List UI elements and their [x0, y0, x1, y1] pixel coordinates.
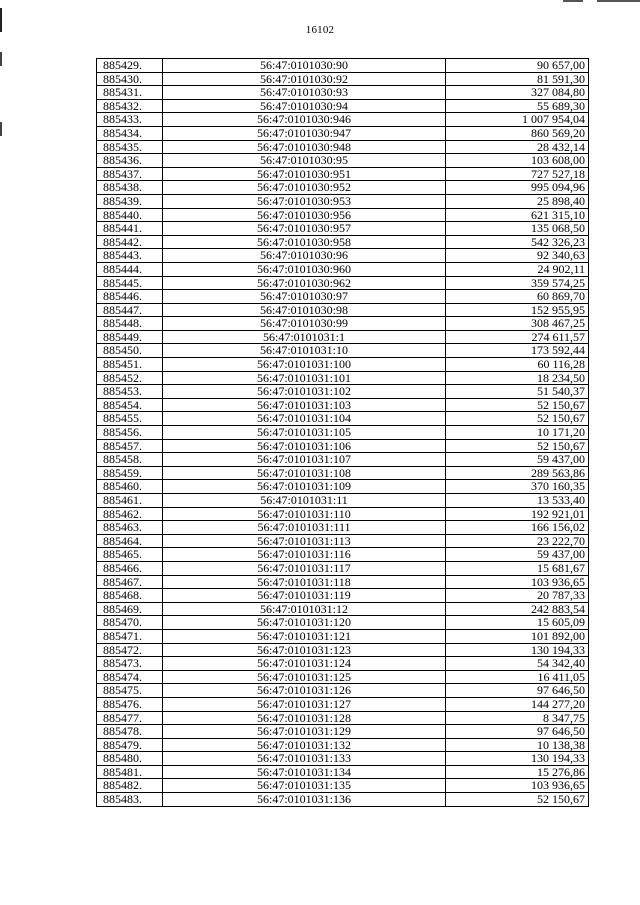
row-number-cell: 885434.	[97, 126, 163, 140]
cadastral-number-cell: 56:47:0101030:948	[163, 140, 446, 154]
cadastral-value-cell: 13 533,40	[446, 494, 589, 508]
cadastral-value-cell: 542 326,23	[446, 235, 589, 249]
scan-edge-mark	[597, 0, 640, 2]
table-row	[97, 548, 589, 562]
cadastral-number-cell: 56:47:0101031:102	[163, 385, 446, 399]
cadastral-number-cell: 56:47:0101030:97	[163, 290, 446, 304]
cadastral-number-cell: 56:47:0101030:92	[163, 72, 446, 86]
cadastral-value-cell: 55 689,30	[446, 99, 589, 113]
row-number-cell: 885458.	[97, 453, 163, 467]
cadastral-number-cell: 56:47:0101030:94	[163, 99, 446, 113]
cadastral-value-cell: 860 569,20	[446, 126, 589, 140]
row-number-cell: 885459.	[97, 466, 163, 480]
table-row	[97, 126, 589, 140]
cadastral-number-cell: 56:47:0101031:129	[163, 725, 446, 739]
cadastral-number-cell: 56:47:0101030:90	[163, 59, 446, 73]
cadastral-value-cell: 995 094,96	[446, 181, 589, 195]
row-number-cell: 885455.	[97, 412, 163, 426]
table-row	[97, 711, 589, 725]
cadastral-value-cell: 130 194,33	[446, 643, 589, 657]
table-row	[97, 657, 589, 671]
table-row	[97, 194, 589, 208]
table-row	[97, 738, 589, 752]
table-row	[97, 140, 589, 154]
cadastral-number-cell: 56:47:0101030:99	[163, 317, 446, 331]
cadastral-number-cell: 56:47:0101031:134	[163, 765, 446, 779]
cadastral-number-cell: 56:47:0101031:1	[163, 330, 446, 344]
row-number-cell: 885472.	[97, 643, 163, 657]
cadastral-number-cell: 56:47:0101031:125	[163, 670, 446, 684]
row-number-cell: 885462.	[97, 507, 163, 521]
row-number-cell: 885446.	[97, 290, 163, 304]
cadastral-value-cell: 1 007 954,04	[446, 113, 589, 127]
table-row	[97, 59, 589, 73]
cadastral-number-cell: 56:47:0101031:120	[163, 616, 446, 630]
cadastral-number-cell: 56:47:0101031:110	[163, 507, 446, 521]
row-number-cell: 885465.	[97, 548, 163, 562]
row-number-cell: 885478.	[97, 725, 163, 739]
table-row	[97, 534, 589, 548]
cadastral-value-cell: 135 068,50	[446, 222, 589, 236]
cadastral-value-cell: 60 869,70	[446, 290, 589, 304]
cadastral-number-cell: 56:47:0101031:11	[163, 494, 446, 508]
row-number-cell: 885473.	[97, 657, 163, 671]
row-number-cell: 885451.	[97, 358, 163, 372]
cadastral-number-cell: 56:47:0101030:960	[163, 262, 446, 276]
table-row	[97, 616, 589, 630]
row-number-cell: 885437.	[97, 167, 163, 181]
table-row	[97, 575, 589, 589]
cadastral-number-cell: 56:47:0101030:93	[163, 86, 446, 100]
table-row	[97, 480, 589, 494]
cadastral-number-cell: 56:47:0101030:98	[163, 303, 446, 317]
cadastral-value-cell: 60 116,28	[446, 358, 589, 372]
row-number-cell: 885461.	[97, 494, 163, 508]
table-row	[97, 752, 589, 766]
cadastral-number-cell: 56:47:0101031:126	[163, 684, 446, 698]
cadastral-number-cell: 56:47:0101031:124	[163, 657, 446, 671]
cadastral-number-cell: 56:47:0101031:105	[163, 426, 446, 440]
row-number-cell: 885439.	[97, 194, 163, 208]
cadastral-value-cell: 370 160,35	[446, 480, 589, 494]
row-number-cell: 885442.	[97, 235, 163, 249]
table-row	[97, 453, 589, 467]
table-row	[97, 330, 589, 344]
cadastral-value-cell: 28 432,14	[446, 140, 589, 154]
cadastral-value-cell: 81 591,30	[446, 72, 589, 86]
row-number-cell: 885435.	[97, 140, 163, 154]
cadastral-value-cell: 15 276,86	[446, 765, 589, 779]
row-number-cell: 885470.	[97, 616, 163, 630]
cadastral-number-cell: 56:47:0101031:118	[163, 575, 446, 589]
cadastral-value-table	[96, 58, 589, 807]
table-row	[97, 725, 589, 739]
table-row	[97, 398, 589, 412]
row-number-cell: 885443.	[97, 249, 163, 263]
table-row	[97, 561, 589, 575]
scan-edge-mark	[0, 122, 2, 136]
table-row	[97, 793, 589, 807]
row-number-cell: 885476.	[97, 697, 163, 711]
cadastral-number-cell: 56:47:0101031:111	[163, 521, 446, 535]
table-row	[97, 385, 589, 399]
row-number-cell: 885448.	[97, 317, 163, 331]
table-row	[97, 629, 589, 643]
cadastral-number-cell: 56:47:0101031:121	[163, 629, 446, 643]
cadastral-value-cell: 25 898,40	[446, 194, 589, 208]
row-number-cell: 885483.	[97, 793, 163, 807]
row-number-cell: 885438.	[97, 181, 163, 195]
table-row	[97, 521, 589, 535]
table-row	[97, 262, 589, 276]
table-row	[97, 181, 589, 195]
cadastral-number-cell: 56:47:0101030:951	[163, 167, 446, 181]
page-number: 16102	[305, 24, 335, 36]
row-number-cell: 885468.	[97, 589, 163, 603]
cadastral-number-cell: 56:47:0101031:128	[163, 711, 446, 725]
table-row	[97, 276, 589, 290]
row-number-cell: 885429.	[97, 59, 163, 73]
cadastral-value-cell: 173 592,44	[446, 344, 589, 358]
cadastral-number-cell: 56:47:0101030:956	[163, 208, 446, 222]
cadastral-value-cell: 52 150,67	[446, 412, 589, 426]
table-row	[97, 99, 589, 113]
table-row	[97, 684, 589, 698]
cadastral-value-cell: 10 138,38	[446, 738, 589, 752]
cadastral-number-cell: 56:47:0101030:957	[163, 222, 446, 236]
row-number-cell: 885477.	[97, 711, 163, 725]
cadastral-value-cell: 308 467,25	[446, 317, 589, 331]
cadastral-number-cell: 56:47:0101031:116	[163, 548, 446, 562]
row-number-cell: 885447.	[97, 303, 163, 317]
cadastral-value-cell: 10 171,20	[446, 426, 589, 440]
row-number-cell: 885475.	[97, 684, 163, 698]
row-number-cell: 885452.	[97, 371, 163, 385]
row-number-cell: 885441.	[97, 222, 163, 236]
table-row	[97, 589, 589, 603]
cadastral-number-cell: 56:47:0101031:106	[163, 439, 446, 453]
table-row	[97, 412, 589, 426]
cadastral-number-cell: 56:47:0101031:107	[163, 453, 446, 467]
cadastral-value-cell: 52 150,67	[446, 398, 589, 412]
table-row	[97, 154, 589, 168]
table-row	[97, 494, 589, 508]
table-row	[97, 670, 589, 684]
row-number-cell: 885445.	[97, 276, 163, 290]
cadastral-number-cell: 56:47:0101030:946	[163, 113, 446, 127]
row-number-cell: 885453.	[97, 385, 163, 399]
cadastral-value-cell: 97 646,50	[446, 725, 589, 739]
cadastral-number-cell: 56:47:0101031:135	[163, 779, 446, 793]
table-row	[97, 290, 589, 304]
cadastral-value-cell: 97 646,50	[446, 684, 589, 698]
row-number-cell: 885432.	[97, 99, 163, 113]
table-row	[97, 303, 589, 317]
row-number-cell: 885481.	[97, 765, 163, 779]
cadastral-value-cell: 23 222,70	[446, 534, 589, 548]
cadastral-value-cell: 621 315,10	[446, 208, 589, 222]
row-number-cell: 885450.	[97, 344, 163, 358]
cadastral-value-cell: 727 527,18	[446, 167, 589, 181]
table-row	[97, 779, 589, 793]
cadastral-value-cell: 18 234,50	[446, 371, 589, 385]
table-row	[97, 426, 589, 440]
row-number-cell: 885457.	[97, 439, 163, 453]
cadastral-value-cell: 8 347,75	[446, 711, 589, 725]
cadastral-number-cell: 56:47:0101031:113	[163, 534, 446, 548]
scan-edge-mark	[563, 0, 583, 2]
row-number-cell: 885466.	[97, 561, 163, 575]
cadastral-value-cell: 101 892,00	[446, 629, 589, 643]
table-row	[97, 507, 589, 521]
row-number-cell: 885456.	[97, 426, 163, 440]
scan-edge-mark	[0, 52, 2, 66]
table-row	[97, 235, 589, 249]
cadastral-value-cell: 152 955,95	[446, 303, 589, 317]
cadastral-value-cell: 359 574,25	[446, 276, 589, 290]
cadastral-value-cell: 103 936,65	[446, 779, 589, 793]
cadastral-value-cell: 20 787,33	[446, 589, 589, 603]
cadastral-number-cell: 56:47:0101031:100	[163, 358, 446, 372]
cadastral-value-cell: 103 936,65	[446, 575, 589, 589]
cadastral-number-cell: 56:47:0101030:95	[163, 154, 446, 168]
table-row	[97, 439, 589, 453]
cadastral-number-cell: 56:47:0101031:103	[163, 398, 446, 412]
cadastral-number-cell: 56:47:0101031:136	[163, 793, 446, 807]
table-row	[97, 602, 589, 616]
table-row	[97, 249, 589, 263]
table-row	[97, 344, 589, 358]
row-number-cell: 885430.	[97, 72, 163, 86]
table-row	[97, 86, 589, 100]
row-number-cell: 885449.	[97, 330, 163, 344]
cadastral-number-cell: 56:47:0101030:958	[163, 235, 446, 249]
cadastral-value-cell: 59 437,00	[446, 453, 589, 467]
cadastral-value-cell: 289 563,86	[446, 466, 589, 480]
table-row	[97, 371, 589, 385]
cadastral-value-cell: 52 150,67	[446, 439, 589, 453]
table-row	[97, 208, 589, 222]
cadastral-value-cell: 59 437,00	[446, 548, 589, 562]
row-number-cell: 885436.	[97, 154, 163, 168]
row-number-cell: 885433.	[97, 113, 163, 127]
cadastral-value-cell: 15 681,67	[446, 561, 589, 575]
table-row	[97, 167, 589, 181]
cadastral-number-cell: 56:47:0101031:123	[163, 643, 446, 657]
table-row	[97, 317, 589, 331]
cadastral-number-cell: 56:47:0101030:952	[163, 181, 446, 195]
row-number-cell: 885471.	[97, 629, 163, 643]
row-number-cell: 885464.	[97, 534, 163, 548]
row-number-cell: 885474.	[97, 670, 163, 684]
table-row	[97, 643, 589, 657]
cadastral-number-cell: 56:47:0101031:117	[163, 561, 446, 575]
table-row	[97, 72, 589, 86]
cadastral-value-cell: 90 657,00	[446, 59, 589, 73]
table-row	[97, 113, 589, 127]
table-row	[97, 358, 589, 372]
cadastral-number-cell: 56:47:0101031:133	[163, 752, 446, 766]
cadastral-number-cell: 56:47:0101031:108	[163, 466, 446, 480]
cadastral-number-cell: 56:47:0101031:10	[163, 344, 446, 358]
table-body	[97, 59, 589, 807]
cadastral-value-cell: 52 150,67	[446, 793, 589, 807]
row-number-cell: 885467.	[97, 575, 163, 589]
cadastral-number-cell: 56:47:0101030:953	[163, 194, 446, 208]
cadastral-number-cell: 56:47:0101031:132	[163, 738, 446, 752]
cadastral-number-cell: 56:47:0101030:96	[163, 249, 446, 263]
row-number-cell: 885460.	[97, 480, 163, 494]
cadastral-value-cell: 51 540,37	[446, 385, 589, 399]
cadastral-value-cell: 16 411,05	[446, 670, 589, 684]
row-number-cell: 885440.	[97, 208, 163, 222]
cadastral-value-cell: 242 883,54	[446, 602, 589, 616]
cadastral-value-cell: 103 608,00	[446, 154, 589, 168]
table-row	[97, 222, 589, 236]
cadastral-number-cell: 56:47:0101031:119	[163, 589, 446, 603]
cadastral-number-cell: 56:47:0101031:101	[163, 371, 446, 385]
row-number-cell: 885463.	[97, 521, 163, 535]
cadastral-value-cell: 24 902,11	[446, 262, 589, 276]
cadastral-value-cell: 274 611,57	[446, 330, 589, 344]
cadastral-value-cell: 327 084,80	[446, 86, 589, 100]
row-number-cell: 885482.	[97, 779, 163, 793]
cadastral-value-cell: 92 340,63	[446, 249, 589, 263]
table-row	[97, 765, 589, 779]
cadastral-number-cell: 56:47:0101031:109	[163, 480, 446, 494]
cadastral-value-cell: 54 342,40	[446, 657, 589, 671]
cadastral-value-cell: 166 156,02	[446, 521, 589, 535]
row-number-cell: 885444.	[97, 262, 163, 276]
cadastral-value-cell: 192 921,01	[446, 507, 589, 521]
cadastral-value-cell: 15 605,09	[446, 616, 589, 630]
cadastral-number-cell: 56:47:0101030:947	[163, 126, 446, 140]
row-number-cell: 885469.	[97, 602, 163, 616]
cadastral-number-cell: 56:47:0101031:104	[163, 412, 446, 426]
row-number-cell: 885479.	[97, 738, 163, 752]
row-number-cell: 885480.	[97, 752, 163, 766]
row-number-cell: 885431.	[97, 86, 163, 100]
table-row	[97, 697, 589, 711]
cadastral-value-cell: 144 277,20	[446, 697, 589, 711]
cadastral-value-cell: 130 194,33	[446, 752, 589, 766]
table-row	[97, 466, 589, 480]
cadastral-number-cell: 56:47:0101031:127	[163, 697, 446, 711]
cadastral-number-cell: 56:47:0101030:962	[163, 276, 446, 290]
cadastral-number-cell: 56:47:0101031:12	[163, 602, 446, 616]
row-number-cell: 885454.	[97, 398, 163, 412]
